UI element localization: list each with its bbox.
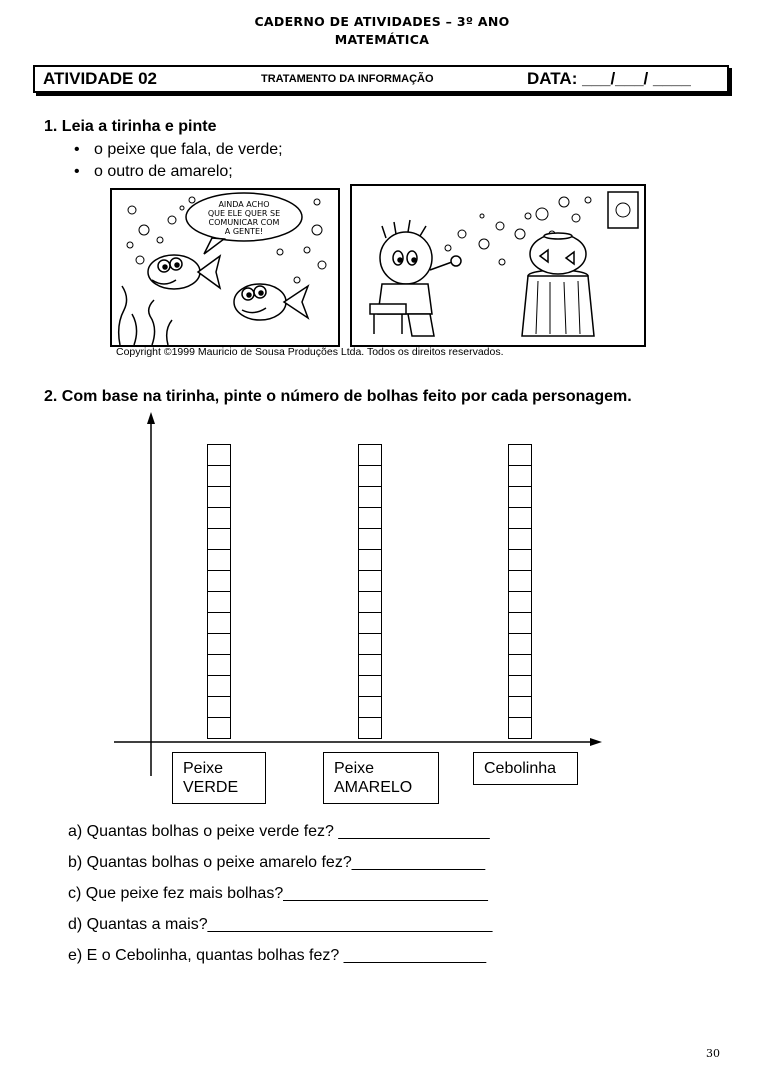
grid-cell[interactable] bbox=[358, 654, 382, 676]
comic-panel-2 bbox=[350, 184, 646, 347]
question-e[interactable]: e) E o Cebolinha, quantas bolhas fez? ________________ bbox=[68, 947, 487, 964]
grid-cell[interactable] bbox=[508, 507, 532, 529]
copyright-text: Copyright ©1999 Mauricio de Sousa Produções Ltda. Todos os direitos reservados. bbox=[116, 346, 504, 358]
question-d[interactable]: d) Quantas a mais?________________________________ bbox=[68, 916, 493, 933]
activity-label: ATIVIDADE 02 bbox=[43, 69, 157, 88]
comic-cebolinha-illustration bbox=[352, 186, 644, 345]
grid-cell[interactable] bbox=[207, 591, 231, 613]
grid-cell[interactable] bbox=[207, 444, 231, 466]
grid-cell[interactable] bbox=[508, 465, 532, 487]
label-peixe-verde bbox=[172, 752, 266, 804]
activity-topic: TRATAMENTO DA INFORMAÇÃO bbox=[261, 73, 434, 85]
grid-cell[interactable] bbox=[358, 465, 382, 487]
speech-line: QUE ELE QUER SE bbox=[207, 209, 281, 218]
header-title: CADERNO DE ATIVIDADES – 3º ANO bbox=[254, 14, 510, 29]
label-cebolinha bbox=[473, 752, 578, 785]
question-1-title: 1. Leia a tirinha e pinte bbox=[44, 118, 217, 135]
activity-bar bbox=[33, 65, 729, 93]
label-line: Peixe bbox=[183, 760, 224, 777]
comic-fish-illustration bbox=[112, 190, 338, 345]
grid-cell[interactable] bbox=[207, 633, 231, 655]
x-axis-arrow-icon bbox=[590, 738, 602, 746]
y-axis-arrow-icon bbox=[147, 412, 155, 424]
grid-cell[interactable] bbox=[358, 444, 382, 466]
speech-line: A GENTE! bbox=[224, 227, 264, 236]
grid-cell[interactable] bbox=[508, 633, 532, 655]
grid-cell[interactable] bbox=[358, 633, 382, 655]
grid-cell[interactable] bbox=[508, 570, 532, 592]
question-2-title: 2. Com base na tirinha, pinte o número de bolhas feito por cada personagem. bbox=[44, 388, 632, 405]
grid-cell[interactable] bbox=[207, 507, 231, 529]
bubble-column-verde bbox=[207, 444, 231, 739]
bubble-column-amarelo bbox=[358, 444, 382, 739]
grid-cell[interactable] bbox=[358, 570, 382, 592]
grid-cell[interactable] bbox=[508, 654, 532, 676]
grid-cell[interactable] bbox=[358, 717, 382, 739]
grid-cell[interactable] bbox=[508, 444, 532, 466]
bubble-column-cebolinha bbox=[508, 444, 532, 739]
label-peixe-amarelo bbox=[323, 752, 439, 804]
bullet-text: o peixe que fala, de verde; bbox=[94, 141, 283, 158]
grid-cell[interactable] bbox=[207, 528, 231, 550]
grid-cell[interactable] bbox=[358, 486, 382, 508]
date-field[interactable]: DATA: ___/___/ ____ bbox=[527, 69, 691, 88]
question-b[interactable]: b) Quantas bolhas o peixe amarelo fez?_______________ bbox=[68, 854, 486, 871]
label-line: AMARELO bbox=[334, 779, 413, 796]
question-c[interactable]: c) Que peixe fez mais bolhas?_______________________ bbox=[68, 885, 488, 902]
grid-cell[interactable] bbox=[207, 549, 231, 571]
grid-cell[interactable] bbox=[508, 717, 532, 739]
label-line: VERDE bbox=[183, 779, 239, 796]
comic-panel-1 bbox=[110, 188, 340, 347]
bullet-icon: • bbox=[74, 141, 80, 158]
speech-line: COMUNICAR COM bbox=[208, 218, 280, 227]
grid-cell[interactable] bbox=[207, 612, 231, 634]
grid-cell[interactable] bbox=[508, 591, 532, 613]
speech-line: AINDA ACHO bbox=[218, 200, 270, 209]
bullet-icon: • bbox=[74, 163, 80, 180]
grid-cell[interactable] bbox=[508, 528, 532, 550]
grid-cell[interactable] bbox=[508, 612, 532, 634]
grid-cell[interactable] bbox=[207, 675, 231, 697]
grid-cell[interactable] bbox=[508, 696, 532, 718]
grid-cell[interactable] bbox=[358, 549, 382, 571]
grid-cell[interactable] bbox=[358, 507, 382, 529]
grid-cell[interactable] bbox=[207, 654, 231, 676]
grid-cell[interactable] bbox=[207, 696, 231, 718]
label-line: Cebolinha bbox=[484, 760, 557, 777]
header-subject: MATEMÁTICA bbox=[334, 32, 430, 47]
grid-cell[interactable] bbox=[508, 675, 532, 697]
grid-cell[interactable] bbox=[358, 696, 382, 718]
grid-cell[interactable] bbox=[207, 717, 231, 739]
grid-cell[interactable] bbox=[207, 465, 231, 487]
question-a[interactable]: a) Quantas bolhas o peixe verde fez? _________________ bbox=[68, 823, 490, 840]
grid-cell[interactable] bbox=[508, 549, 532, 571]
label-line: Peixe bbox=[334, 760, 375, 777]
grid-cell[interactable] bbox=[358, 528, 382, 550]
grid-cell[interactable] bbox=[358, 591, 382, 613]
grid-cell[interactable] bbox=[508, 486, 532, 508]
grid-cell[interactable] bbox=[207, 486, 231, 508]
grid-cell[interactable] bbox=[358, 675, 382, 697]
grid-cell[interactable] bbox=[358, 612, 382, 634]
page-number: 30 bbox=[706, 1047, 720, 1060]
bullet-text: o outro de amarelo; bbox=[94, 163, 233, 180]
grid-cell[interactable] bbox=[207, 570, 231, 592]
